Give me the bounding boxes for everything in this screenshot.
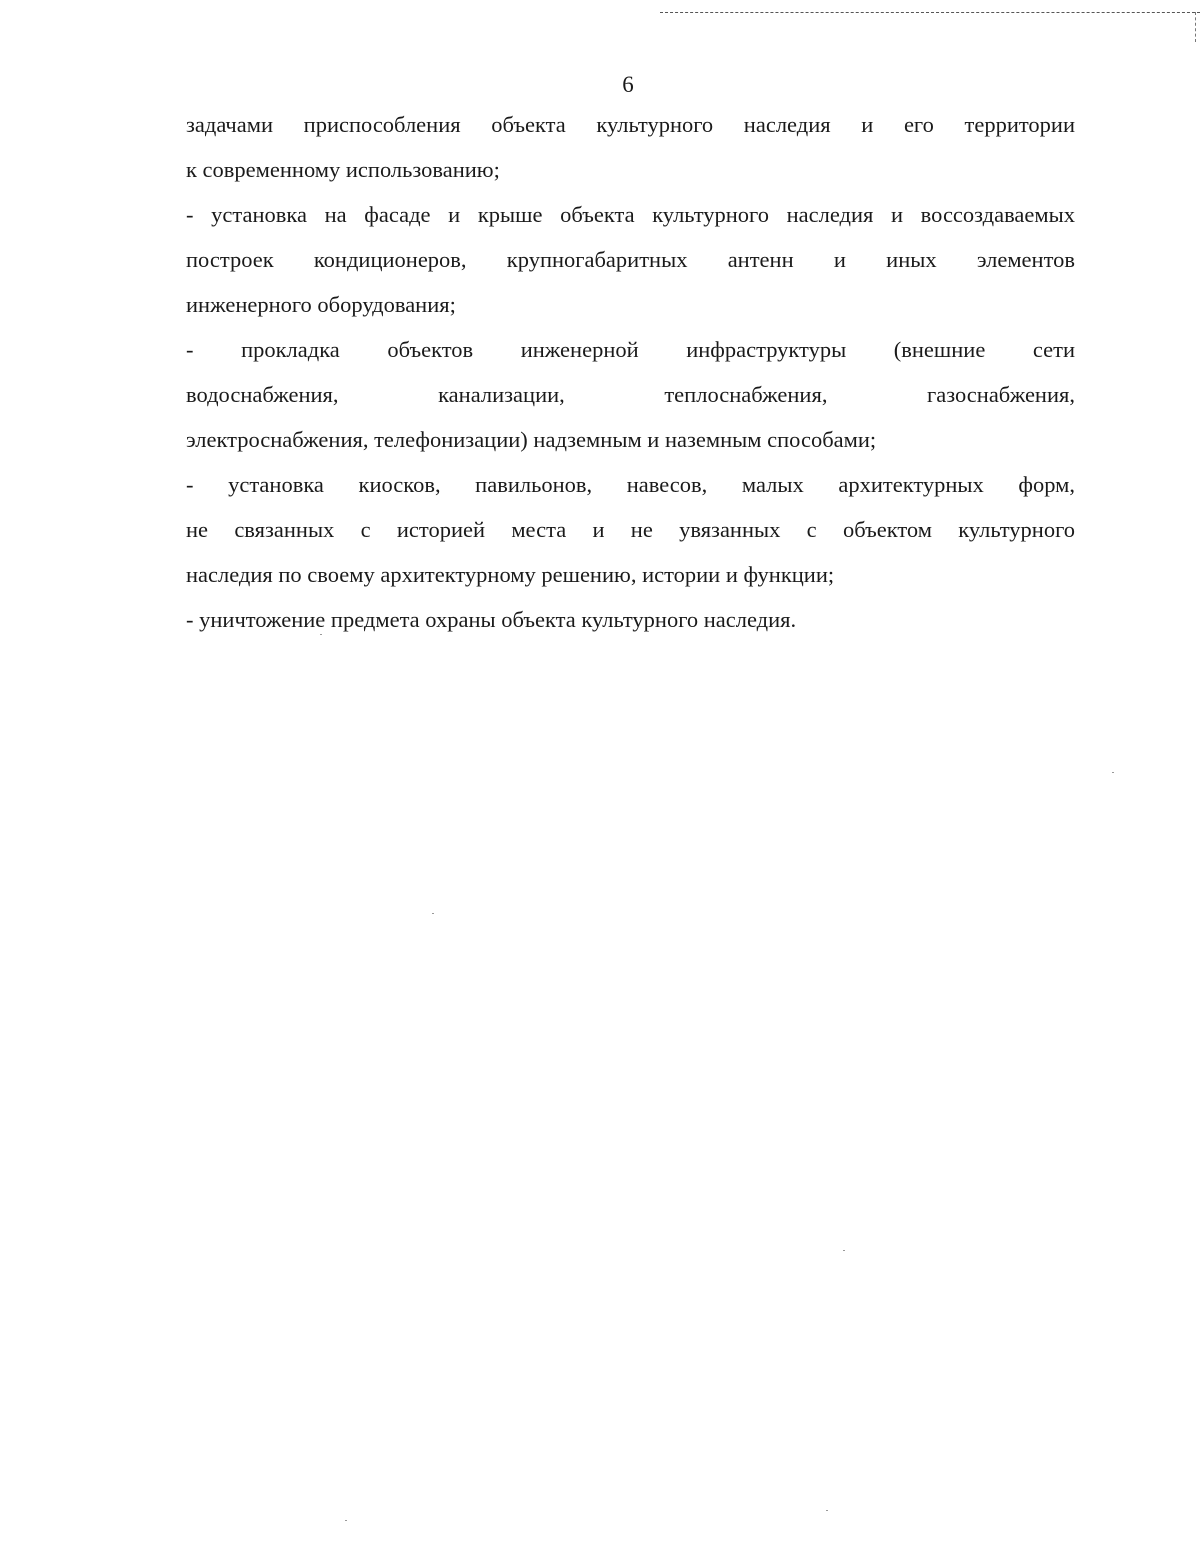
text-line: - прокладка объектов инженерной инфраструктуры (внешние сети	[186, 337, 1075, 362]
text-line: - уничтожение предмета охраны объекта культурного наследия.	[186, 607, 797, 632]
scan-dashed-edge	[1195, 12, 1196, 42]
scan-speck	[345, 1520, 347, 1521]
text-line: не связанных с историей места и не увязанных с объектом культурного	[186, 517, 1075, 542]
document-body	[186, 102, 1075, 642]
text-line: - установка киосков, павильонов, навесов, малых архитектурных форм,	[186, 472, 1075, 497]
scan-speck	[1112, 772, 1114, 773]
text-line: инженерного оборудования;	[186, 292, 456, 317]
scan-speck	[826, 1510, 828, 1511]
scan-speck	[432, 913, 434, 914]
text-line: задачами приспособления объекта культурного наследия и его территории	[186, 112, 1075, 137]
text-line: к современному использованию;	[186, 157, 500, 182]
scan-dashed-border	[660, 12, 1200, 13]
page-number: 6	[622, 72, 634, 97]
text-line: построек кондиционеров, крупногабаритных антенн и иных элементов	[186, 247, 1075, 272]
text-line: наследия по своему архитектурному решению, истории и функции;	[186, 562, 835, 587]
text-line: водоснабжения, канализации, теплоснабжения, газоснабжения,	[186, 382, 1075, 407]
scan-speck	[320, 634, 322, 635]
text-line: электроснабжения, телефонизации) надземным и наземным способами;	[186, 427, 877, 452]
text-line: - установка на фасаде и крыше объекта культурного наследия и воссоздаваемых	[186, 202, 1075, 227]
scan-speck	[843, 1250, 845, 1251]
